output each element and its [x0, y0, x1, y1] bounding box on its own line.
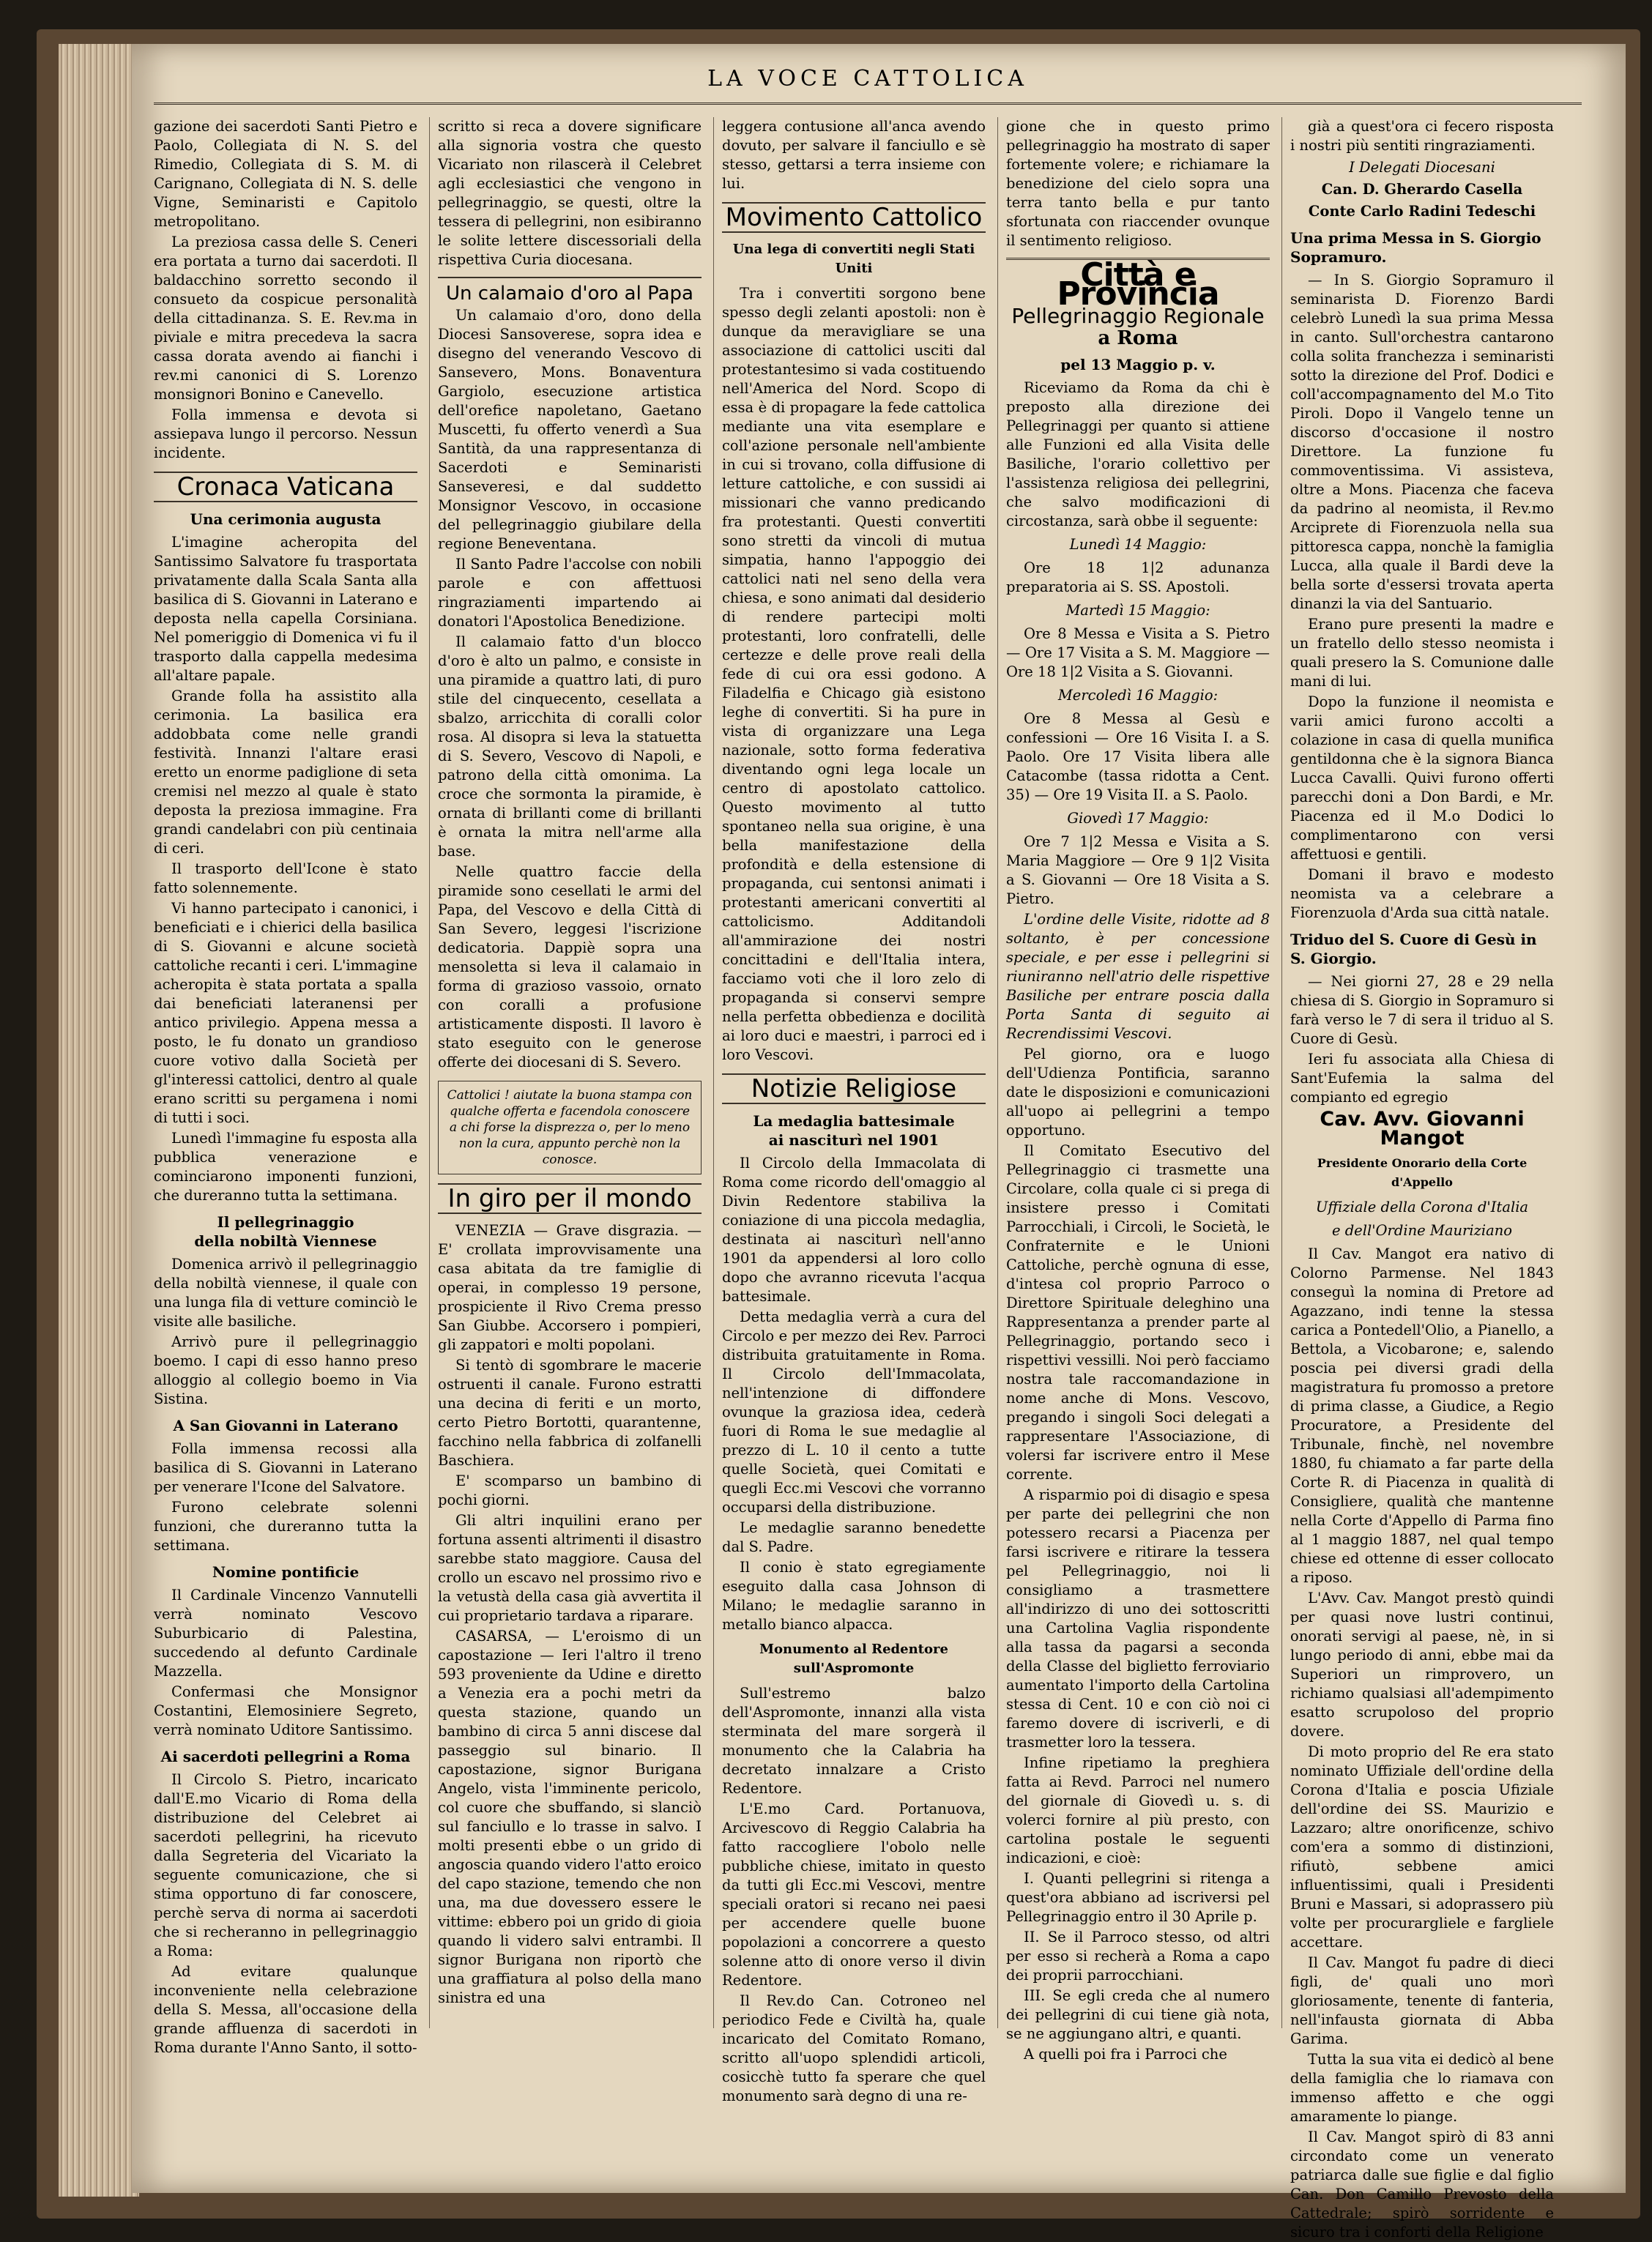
paragraph: Lunedì l'immagine fu esposta alla pubblica venerazione e cominciarono imponenti funzioni, che dureranno tutta la settimana.	[154, 1130, 417, 1204]
page-edges	[59, 44, 139, 2197]
date-line: Giovedì 17 Maggio:	[1067, 810, 1209, 827]
obituary-subheading: Uffiziale della Corona d'Italia	[1315, 1199, 1529, 1215]
article-heading: Triduo del S. Cuore di Gesù in S. Giorgio.	[1290, 931, 1537, 967]
paragraph: I. Quanti pellegrini si ritenga a quest'ora abbiano ad iscriversi pel Pellegrinaggio entro il 30 Aprile p.	[1006, 1870, 1270, 1925]
paragraph: Un calamaio d'oro, dono della Diocesi Sansoverese, sopra idea e disegno del venerando Vescovo di Sansevero, Mons. Bonaventura Gargiolo, esecuzione artistica dell'orefice napoletano, Gaetano Muscetti, fu offerto venerdì a Sua Santità, da una rappresentanza di Sacerdoti e Seminaristi Sanseveresi, e dal suddetto Monsignor Vescovo, in occasione del pellegrinaggio giubilare della regione Beneventana.	[438, 307, 702, 552]
paragraph: E' scomparso un bambino di pochi giorni.	[438, 1472, 702, 1508]
paragraph: Tutta la sua vita ei dedicò al bene della famiglia che lo riamava con immenso affetto e che oggi amaramente lo piange.	[1290, 2051, 1554, 2125]
section-heading-in-giro: In giro per il mondo	[438, 1183, 702, 1214]
paragraph: Il Comitato Esecutivo del Pellegrinaggio ci trasmette una Circolare, colla quale ci si prega di insistere presso i Comitati Parrocchiali, i Circoli, le Società, le Confraternite e le Unioni Cattoliche, perchè ognuna di esse, d'intesa col proprio Parroco o Direttore Spirituale deleghino una Rappresentanza a prender parte al Pellegrinaggio, portando seco i rispettivi vessilli. Noi però facciamo nostra tale raccomandazione in nome anche di Mons. Vescovo, pregando i singoli Soci delegati a rappresentare l'Associazione, di volersi far iscrivere entro il Mese corrente.	[1006, 1142, 1270, 1483]
paragraph: Gli altri inquilini erano per fortuna assenti altrimenti il disastro sarebbe stato maggiore. Causa del crollo un escavo nel prossimo rivo e la vetustà della casa già avvertita il cui proprietario tardava a riparare.	[438, 1512, 702, 1624]
paragraph: Il Cav. Mangot era nativo di Colorno Parmense. Nel 1843 conseguì la nomina di Pretore ad Agazzano, indi tenne la stessa carica a Pontedell'Olio, a Pianello, a Bettola, a Vicobarone; e, salendo poscia pei diversi gradi della magistratura fu promosso a pretore di prima classe, a Giudice, a Regio Procuratore, a Presidente del Tribunale, finchè, nel novembre 1880, fu chiamato a far parte della Corte R. di Piacenza in qualità di Consigliere, qualità che mantenne nella Corte d'Appello di Parma fino al 1 maggio 1887, nel qual tempo chiese ed ottenne di esser collocato a riposo.	[1290, 1245, 1554, 1586]
paragraph: Ore 8 Messa al Gesù e confessioni — Ore 16 Visita I. a S. Paolo. Ore 17 Visita libera alle Catacombe (tassa ridotta a Cent. 35) — Ore 19 Visita II. a S. Paolo.	[1006, 710, 1270, 803]
paragraph: Il Circolo S. Pietro, incaricato dall'E.mo Vicario di Roma della distribuzione del Celebret ai sacerdoti pellegrini, ha ricevuto dalla Segreteria del Vicariato la seguente comunicazione, che si stima opportuno di far conoscere, perchè serva di norma ai sacerdoti che si recheranno in pellegrinaggio a Roma:	[154, 1771, 417, 1959]
paragraph: Riceviamo da Roma da chi è preposto alla direzione dei Pellegrinaggi per quanto si attiene alle Funzioni ed alla Visita delle Basiliche, l'orario collettivo per l'assistenza religiosa dei pellegrini, che salvo modificazioni di circostanza, sarà obbe il seguente:	[1006, 379, 1270, 529]
paragraph: Tra i convertiti sorgono bene spesso degli zelanti apostoli: non è dunque da meravigliare se una associazione di cattolici usciti dal protestantesimo si vada costituendo nell'America del Nord. Scopo di essa è di propagare la fede cattolica mediante una vita esemplare e coll'azione personale nell'ambiente in cui si trovano, colla diffusione di letture cattoliche, e con sussidi ai missionari che vanno predicando fra protestanti. Questi convertiti sono stretti da vincoli di mutua simpatia, hanno l'appoggio dei cattolici nati nel seno della vera chiesa, e sono animati dal desiderio di rendere partecipi molti protestanti, loro confratelli, delle certezze e delle prove reali della fede di cui ora essi godono. A Filadelfia e Chicago già esistono leghe di convertiti. Si ha pure in vista di organizzare una Lega nazionale, sotto forma federativa diventando ogni lega locale un centro di apostolato cattolico. Questo movimento al tutto spontaneo nella sua origine, è una bella manifestazione della profondità e della estensione di propaganda, cui sentonsi animati i protestanti americani convertiti al cattolicismo. Additandoli all'ammirazione dei nostri concittadini e dell'Italia intera, facciamo voti che il loro zelo di propaganda si conservi sempre nella perfetta obbedienza e docilità ai loro duci e maestri, i parroci ed i loro Vescovi.	[722, 285, 986, 1063]
paragraph: Le medaglie saranno benedette dal S. Padre.	[722, 1519, 986, 1555]
paragraph: Il Rev.do Can. Cotroneo nel periodico Fede e Civiltà ha, quale incaricato del Comitato Romano, scritto all'uopo splendidi articoli, cosicchè tutto fa sperare che quel monumento sarà degno di una re-	[722, 1992, 986, 2104]
date-line: Lunedì 14 Maggio:	[1069, 536, 1207, 553]
column-3	[722, 117, 986, 2104]
signature-line: Conte Carlo Radini Tedeschi	[1308, 203, 1536, 220]
paragraph: Domani il bravo e modesto neomista va a celebrare a Fiorenzuola d'Arda sua città natale.	[1290, 866, 1554, 921]
paragraph: Il Circolo della Immacolata di Roma come ricordo dell'omaggio al Divin Redentore stabiliva la coniazione di una piccola medaglia, destinata ai nasciturì nell'anno 1901 da appendersi al loro collo dopo che avranno ricevuta l'acqua battesimale.	[722, 1155, 986, 1305]
paragraph: Dopo la funzione il neomista e varii amici furono accolti a colazione in casa di quella munifica gentildonna che è la signora Bianca Lucca Cavalli. Quivi furono offerti parecchi doni a Don Bardi, e Mr. Piacenza ed il M.o Dodici lo complimentarono con versi affettuosi e gentili.	[1290, 693, 1554, 863]
paragraph: Arrivò pure il pellegrinaggio boemo. I capi di esso hanno preso alloggio al collegio boemo in Via Sistina.	[154, 1333, 417, 1407]
obituary-subheading: Presidente Onorario della Corte d'Appello	[1317, 1156, 1528, 1189]
section-heading-cronaca-vaticana: Cronaca Vaticana	[154, 472, 417, 502]
article-heading: La medaglia battesimale	[753, 1112, 955, 1130]
date-line: Martedì 15 Maggio:	[1065, 602, 1210, 619]
paragraph: Confermasi che Monsignor Costantini, Elemosiniere Segreto, verrà nominato Uditore Santissimo.	[154, 1683, 417, 1738]
paragraph: Il trasporto dell'Icone è stato fatto solennemente.	[154, 860, 417, 896]
paragraph: Vi hanno partecipato i canonici, i beneficiati e i chierici della basilica di S. Giovanni e alcune società cattoliche recanti i ceri. L'immagine acheropita è stata portata a spalla dai beneficiati lateranensi per antico privilegio. Appena messa a posto, le fu donato un grandioso cuore votivo dalla Società per gl'interessi cattolici, dentro al quale erano scritti su pergamena i nomi di tutti i soci.	[154, 900, 417, 1126]
article-heading: della nobiltà Viennese	[194, 1232, 377, 1250]
paragraph: Grande folla ha assistito alla cerimonia. La basilica era addobbata come nelle grandi festività. Innanzi l'altare erasi eretto un enorme padiglione di seta cremisi nel mezzo al quale è stato deposta la preziosa immagine. Fra grandi candelabri con più centinaia di ceri.	[154, 688, 417, 857]
article-heading: A San Giovanni in Laterano	[173, 1417, 398, 1434]
paragraph: Domenica arrivò il pellegrinaggio della nobiltà viennese, il quale con una lunga fila di vetture cominciò le visite alle basiliche.	[154, 1256, 417, 1330]
paragraph: già a quest'ora ci fecero risposta i nostri più sentiti ringraziamenti.	[1290, 118, 1554, 154]
paragraph: II. Se il Parroco stesso, od altri per esso si recherà a Roma a capo dei proprii parrocchiani.	[1006, 1929, 1270, 1984]
paragraph: Ore 8 Messa e Visita a S. Pietro — Ore 17 Visita a S. M. Maggiore — Ore 18 1|2 Visita a S. Giovanni.	[1006, 625, 1270, 680]
paragraph: Il Santo Padre l'accolse con nobili parole e con affettuosi ringraziamenti impartendo ai donatori l'Apostolica Benedizione.	[438, 556, 702, 630]
paragraph: scritto si reca a dovere significare alla signoria vostra che questo Vicariato non rilascerà il Celebret agli ecclesiastici che vengono in pellegrinaggio, se questi, oltre la tessera di pellegrini, non esibiranno le solite lettere discessoriali della rispettiva Curia diocesana.	[438, 118, 702, 268]
paragraph: La preziosa cassa delle S. Ceneri era portata a turno dai sacerdoti. Il baldacchino sorretto secondo il consueto da cospicue personalità della cittadinanza. S. E. Rev.ma in piviale e mitra precedeva la sacra cassa dorata avendo ai fianchi i rev.mi canonici di S. Lorenzo monsignori Bonino e Canevello.	[154, 234, 417, 403]
paragraph: Il Cardinale Vincenzo Vannutelli verrà nominato Vescovo Suburbicario di Palestina, succedendo al defunto Cardinale Mazzella.	[154, 1587, 417, 1680]
notice-box: Cattolici ! aiutate la buona stampa con qualche offerta e facendola conoscere a chi forse la disprezza o, per lo meno non la cura, appunto perchè non la conosce.	[438, 1081, 702, 1174]
column-1	[154, 117, 417, 2056]
paragraph: Pel giorno, ora e luogo dell'Udienza Pontificia, saranno date le disposizioni e comunicazioni all'uopo ai pellegrini a tempo opportuno.	[1006, 1046, 1270, 1139]
article-heading: Il pellegrinaggio	[217, 1213, 354, 1231]
paragraph: Folla immensa recossi alla basilica di S. Giovanni in Laterano per venerare l'Icone del Salvatore.	[154, 1440, 417, 1495]
paragraph: Furono celebrate solenni funzioni, che dureranno tutta la settimana.	[154, 1499, 417, 1554]
paragraph: Folla immensa e devota si assiepava lungo il percorso. Nessun incidente.	[154, 406, 417, 461]
paragraph: A risparmio poi di disagio e spesa per parte dei pellegrini che non potessero recarsi a Piacenza per farsi iscrivere e ritirare la tessera pel Pellegrinaggio, noi li consigliamo a trasmettere all'indirizzo di uno dei sottoscritti una Cartolina Vaglia rispondente alla tassa da pagarsi a seconda della Classe del biglietto ferroviario aumentato l'importo della Cartolina stessa di Cent. 10 e con ciò noi ci faremo dovere di iscriverli, e di trasmetter loro la tessera.	[1006, 1486, 1270, 1751]
paragraph: — In S. Giorgio Sopramuro il seminarista D. Fiorenzo Bardi celebrò Lunedì la sua prima Messa in canto. Sull'orchestra cantarono colla solita franchezza i seminaristi sotto la direzione del Prof. Dodici e coll'accompagnamento del M.o Tito Piroli. Dopo il Vangelo tenne un discorso d'occasione il nostro Direttore. La funzione fu commoventissima. Vi assisteva, oltre a Mons. Piacenza che faceva da padrino al neomista, il Rev.mo Arciprete di Fiorenzuola nella sua pittoresca cappa, nonchè la famiglia Lucca, alla quale il Bardi deve la bella sorte d'essersi trovata aperta dinanzi la via del Santuario.	[1290, 272, 1554, 612]
paragraph: Il calamaio fatto d'un blocco d'oro è alto un palmo, e consiste in una piramide a quattro lati, di puro stile del cinquecento, cesellata a sbalzo, arricchita di coralli color rosa. Al disopra si leva la statuetta di S. Severo, Vescovo di Napoli, e patrono della città omonima. La croce che sormonta la piramide, è ornata di brillanti come di brillanti è ornata la mitra nell'arme alla base.	[438, 633, 702, 860]
paragraph: III. Se egli creda che al numero dei pellegrini di cui tiene già nota, se ne aggiungano altri, e quanti.	[1006, 1987, 1270, 2042]
paragraph: A quelli poi fra i Parroci che	[1024, 2046, 1227, 2063]
section-heading-citta-e-provincia: Città e Provincia	[1006, 258, 1270, 304]
paragraph: Nelle quattro faccie della piramide sono cesellati le armi del Papa, del Vescovo e della Città di San Severo, leggesi l'iscrizione dedicatoria. Dappiè sopra una mensoletta si leva il calamaio in forma di grazioso vassoio, ornato con coralli a profusione artisticamente disposti. Il lavoro è stato eseguito con le generose offerte dei diocesani di S. Severo.	[438, 863, 702, 1070]
paragraph: Ieri fu associata alla Chiesa di Sant'Eufemia la salma del compianto ed egregio	[1290, 1051, 1554, 1106]
paragraph: L'imagine acheropita del Santissimo Salvatore fu trasportata privatamente dalla Scala Santa alla basilica di S. Giovanni in Laterano e deposta nella capella Corsiniana. Nel pomeriggio di Domenica vi fu il trasporto dalla cappella medesima all'altare papale.	[154, 534, 417, 684]
column-5	[1290, 117, 1554, 2241]
article-heading: Nomine pontificie	[212, 1563, 360, 1581]
article-heading-calamaio: Un calamaio d'oro al Papa	[438, 277, 702, 303]
paragraph: Il conio è stato egregiamente eseguito dalla casa Johnson di Milano; le medaglie saranno in metallo bianco alpacca.	[722, 1559, 986, 1633]
masthead	[154, 66, 1582, 105]
article-heading: Monumento al Redentore sull'Aspromonte	[759, 1642, 948, 1676]
paragraph: — Nei giorni 27, 28 e 29 nella chiesa di S. Giorgio in Sopramuro si farà verso le 7 di sera il triduo al S. Cuore di Gesù.	[1290, 973, 1554, 1047]
paragraph: Di moto proprio del Re era stato nominato Uffiziale dell'ordine della Corona d'Italia e poscia Ufiziale dell'ordine dei SS. Maurizio e Lazzaro; altre onorificenze, schivo com'era a sommo di distinzioni, rifiutò, sebbene amici influentissimi, quali i Presidenti Bruni e Massari, si adoprassero più volte per procurargliele e fargliele accettare.	[1290, 1743, 1554, 1951]
section-heading-notizie-religiose: Notizie Religiose	[722, 1073, 986, 1104]
paragraph: VENEZIA — Grave disgrazia. — E' crollata improvvisamente una casa abitata da tre famiglie di operai, in complesso 19 persone, prospiciente il Rivo Crema presso San Giubbe. Accorsero i pompieri, gli zappatori e molti popolani.	[438, 1222, 702, 1353]
paragraph: Ad evitare qualunque inconveniente nella celebrazione della S. Messa, all'occasione della grande affluenza di sacerdoti in Roma durante l'Anno Santo, il sotto-	[154, 1963, 417, 2056]
article-heading: a Roma	[1098, 327, 1178, 349]
paragraph: Il Cav. Mangot fu padre di dieci figli, de' quali uno morì gloriosamente, tenente di fanteria, nell'infausta giornata di Abba Garima.	[1290, 1954, 1554, 2047]
paragraph: Ore 7 1|2 Messa e Visita a S. Maria Maggiore — Ore 9 1|2 Visita a S. Giovanni — Ore 18 Visita a S. Pietro.	[1006, 833, 1270, 907]
article-heading: Una cerimonia augusta	[190, 510, 382, 528]
obituary-subheading: e dell'Ordine Mauriziano	[1331, 1222, 1513, 1239]
paragraph: L'E.mo Card. Portanuova, Arcivescovo di Reggio Calabria ha fatto raccogliere l'obolo nelle pubbliche chiese, imitato in questo da tutti gli Ecc.mi Vescovi, mentre speciali oratori si recano nei paesi per accendere quelle buone popolazioni a concorrere a questo solenne atto di onore verso il divin Redentore.	[722, 1800, 986, 1989]
paragraph: leggera contusione all'anca avendo dovuto, per salvare il fanciullo e sè stesso, gettarsi a terra insieme con lui.	[722, 118, 986, 192]
signature-line: Can. D. Gherardo Casella	[1321, 181, 1523, 198]
article-heading: ai nasciturì nel 1901	[768, 1131, 940, 1149]
paragraph: gazione dei sacerdoti Santi Pietro e Paolo, Collegiata di N. S. del Rimedio, Collegiata di S. M. di Carignano, Collegiata di N. S. delle Vigne, Seminaristi e Capitolo metropolitano.	[154, 118, 417, 230]
paragraph: Si tentò di sgombrare le macerie ostruenti il canale. Furono estratti una decina di feriti e un morto, certo Pietro Bortotti, quarantenne, facchino nella fabbrica di zolfanelli Baschiera.	[438, 1357, 702, 1469]
column-2	[438, 117, 702, 2021]
signature-line: I Delegati Diocesani	[1349, 159, 1495, 176]
column-rule	[1281, 117, 1282, 2028]
paragraph: L'Avv. Cav. Mangot prestò quindi per quasi nove lustri continui, onorati servigi al paese, nè, in si lungo periodo di anni, ebbe mai da Superiori un rimprovero, un richiamo qualsiasi all'adempimento esatto scrupoloso del proprio dovere.	[1290, 1590, 1554, 1740]
paragraph: L'ordine delle Visite, ridotte ad 8 soltanto, è per concessione speciale, e per esse i pellegrini si riuniranno nell'atrio delle rispettive Basiliche per entrare poscia dalla Porta Santa di seguito ai Recrendissimi Vescovi.	[1006, 911, 1270, 1042]
paragraph: gione che in questo primo pellegrinaggio ha mostrato di saper fortemente volere; e richiamare la benedizione del cielo sopra una terra tanto bella e pur tanto sfortunata con riaccender ovunque il sentimento religioso.	[1006, 118, 1270, 249]
column-rule	[429, 117, 430, 2028]
date-line: Mercoledì 16 Maggio:	[1057, 687, 1218, 704]
paragraph: Il Cav. Mangot spirò di 83 anni circondato come un venerato patriarca dalle sue figlie e dal figlio Can. Don Camillo Prevosto della Cattedrale; spirò sorridente e sicuro tra i conforti della Religione	[1290, 2129, 1554, 2241]
column-4	[1006, 117, 1270, 2063]
paragraph: Sull'estremo balzo dell'Aspromonte, innanzi alla vista sterminata del mare sorgerà il monumento che la Calabria ha decretato innalzare a Cristo Redentore.	[722, 1685, 986, 1797]
article-heading: Pellegrinaggio Regionale	[1011, 304, 1265, 328]
article-heading: pel 13 Maggio p. v.	[1060, 356, 1216, 373]
column-rule	[997, 117, 998, 2028]
paragraph: Ore 18 1|2 adunanza preparatoria ai S. SS. Apostoli.	[1006, 559, 1270, 595]
article-heading: Una lega di convertiti negli Stati Uniti	[732, 242, 975, 276]
obituary-heading: Cav. Avv. Giovanni Mangot	[1320, 1108, 1525, 1150]
paragraph: Infine ripetiamo la preghiera fatta ai Revd. Parroci nel numero del giornale di Giovedì u. s. di volerci fornire al più presto, con cartolina postale le seguenti indicazioni, e cioè:	[1006, 1754, 1270, 1866]
masthead-title: LA VOCE CATTOLICA	[707, 66, 1028, 92]
article-heading: Ai sacerdoti pellegrini a Roma	[160, 1748, 411, 1765]
article-heading: Una prima Messa in S. Giorgio Sopramuro.	[1290, 229, 1541, 266]
paragraph: Erano pure presenti la madre e un fratello dello stesso neomista i quali presero la S. Comunione dalle mani di lui.	[1290, 616, 1554, 690]
column-rule	[713, 117, 714, 2028]
paragraph: CASARSA, — L'eroismo di un capostazione — Ieri l'altro il treno 593 proveniente da Udine e diretto a Venezia era a pochi metri da questa stazione, quando un bambino di circa 5 anni discese dal passeggio sul binario. Il capostazione, signor Burigana Angelo, vista l'imminente pericolo, col cuore che sbuffando, si slanciò sul fanciullo e lo trasse in salvo. I molti presenti ebbe o un grido di angoscia quando videro l'atto eroico del capo stazione, temendo che non una, ma due dovessero essere le vittime: ebbero poi un grido di gioia quando li videro salvi entrambi. Il signor Burigana non riportò che una graffiatura al polso della mano sinistra ed una	[438, 1628, 702, 2006]
section-heading-movimento-cattolico: Movimento Cattolico	[722, 202, 986, 233]
paragraph: Detta medaglia verrà a cura del Circolo e per mezzo dei Rev. Parroci distribuita gratuitamente in Roma. Il Circolo dell'Immacolata, nell'intenzione di diffondere ovunque la graziosa idea, cederà fuori di Roma le sue medaglie al prezzo di L. 10 il cento a tutte quelle Società, quei Comitati e quegli Ecc.mi Vescovi che vorranno occuparsi della distribuzione.	[722, 1308, 986, 1516]
